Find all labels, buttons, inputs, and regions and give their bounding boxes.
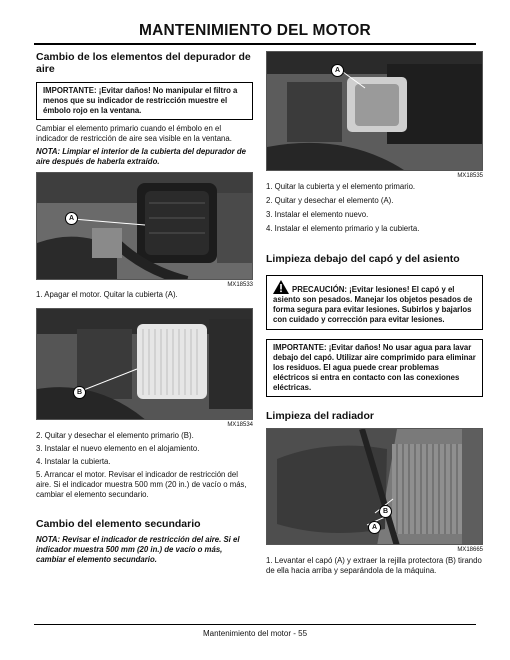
callout-a: A: [65, 212, 78, 225]
page-title: MANTENIMIENTO DEL MOTOR: [139, 22, 371, 39]
callout-b: B: [73, 386, 86, 399]
section-heading-air-filter: Cambio de los elementos del depurador de aire: [36, 51, 251, 75]
step-1-remove-cover: 1. Apagar el motor. Quitar la cubierta (A).: [36, 290, 178, 299]
important-notice-filter: IMPORTANTE: ¡Evitar daños! No manipular el filtro a menos que su indicador de restricción muestre el émbolo rojo en la ventana.: [36, 82, 253, 120]
page-footer: Mantenimiento del motor - 55: [202, 629, 308, 638]
callout-b: B: [379, 505, 392, 518]
list-item: 2. Quitar y desechar el elemento primario (B).: [36, 431, 194, 440]
right-column: [266, 48, 483, 576]
section-heading-under-hood: Limpieza debajo del capó y del asiento: [266, 253, 460, 265]
callout-a: A: [331, 64, 344, 77]
left-column: [36, 48, 253, 565]
photo-radiator: [266, 428, 483, 545]
list-item: 2. Quitar y desechar el elemento (A).: [266, 196, 394, 205]
figure-code: MX18665: [457, 547, 483, 553]
header-rule: [34, 43, 476, 45]
section-heading-radiator: Limpieza del radiador: [266, 410, 374, 422]
steps-primary-element-list: [36, 431, 253, 500]
photo-primary-element: [36, 308, 253, 420]
figure-code: MX18534: [227, 422, 253, 428]
caution-notice: [266, 275, 483, 330]
warning-icon: [273, 280, 289, 294]
paragraph-primary-element: Cambiar el elemento primario cuando el émbolo en el indicador de restricción de aire sea visible en la ventana.: [36, 124, 232, 143]
important-notice-water: IMPORTANTE: ¡Evitar daños! No usar agua para lavar debajo del capó. Utilizar aire comprimido para eliminar los residuos. El agua puede crear problemas eléctricos si entra en contacto con las conexiones eléctricas.: [266, 339, 483, 397]
list-item: 4. Instalar la cubierta.: [36, 457, 111, 466]
caution-text: PRECAUCIÓN: ¡Evitar lesiones! El capó y el asiento son pesados. Manejar los objetos pesados de forma segura para evitar lesiones. Subirlos y bajarlos con cuidado y corrección para evitar lesiones.: [273, 285, 473, 324]
callout-a: A: [368, 521, 381, 534]
steps-secondary-element-list: [266, 182, 483, 234]
photo-secondary-element: [266, 51, 483, 171]
list-item: 5. Arrancar el motor. Revisar el indicador de restricción del aire. Si el indicador muestra 500 mm (20 in.) de vacío o más, cambiar el elemento secundario.: [36, 470, 247, 499]
list-item: 3. Instalar el elemento nuevo.: [266, 210, 369, 219]
list-item: 4. Instalar el elemento primario y la cubierta.: [266, 224, 420, 233]
list-item: 1. Quitar la cubierta y el elemento primario.: [266, 182, 416, 191]
figure-code: MX18533: [227, 282, 253, 288]
list-item: 3. Instalar el nuevo elemento en el alojamiento.: [36, 444, 200, 453]
footer-rule: [34, 624, 476, 625]
figure-code: MX18535: [457, 173, 483, 179]
step-1-raise-hood: 1. Levantar el capó (A) y extraer la rejilla protectora (B) tirando de ella hacia arriba y separándola de la máquina.: [266, 556, 482, 575]
photo-air-cleaner-cover: [36, 172, 253, 280]
note-restriction-indicator: NOTA: Revisar el indicador de restricción del aire. Si el indicador muestra 500 mm (20 in.) de vacío o más, cambiar el elemento secundario.: [36, 535, 240, 564]
note-clean-cover: NOTA: Limpiar el interior de la cubierta del depurador de aire después de haberla extraído.: [36, 147, 246, 166]
section-heading-secondary-element: Cambio del elemento secundario: [36, 518, 201, 530]
